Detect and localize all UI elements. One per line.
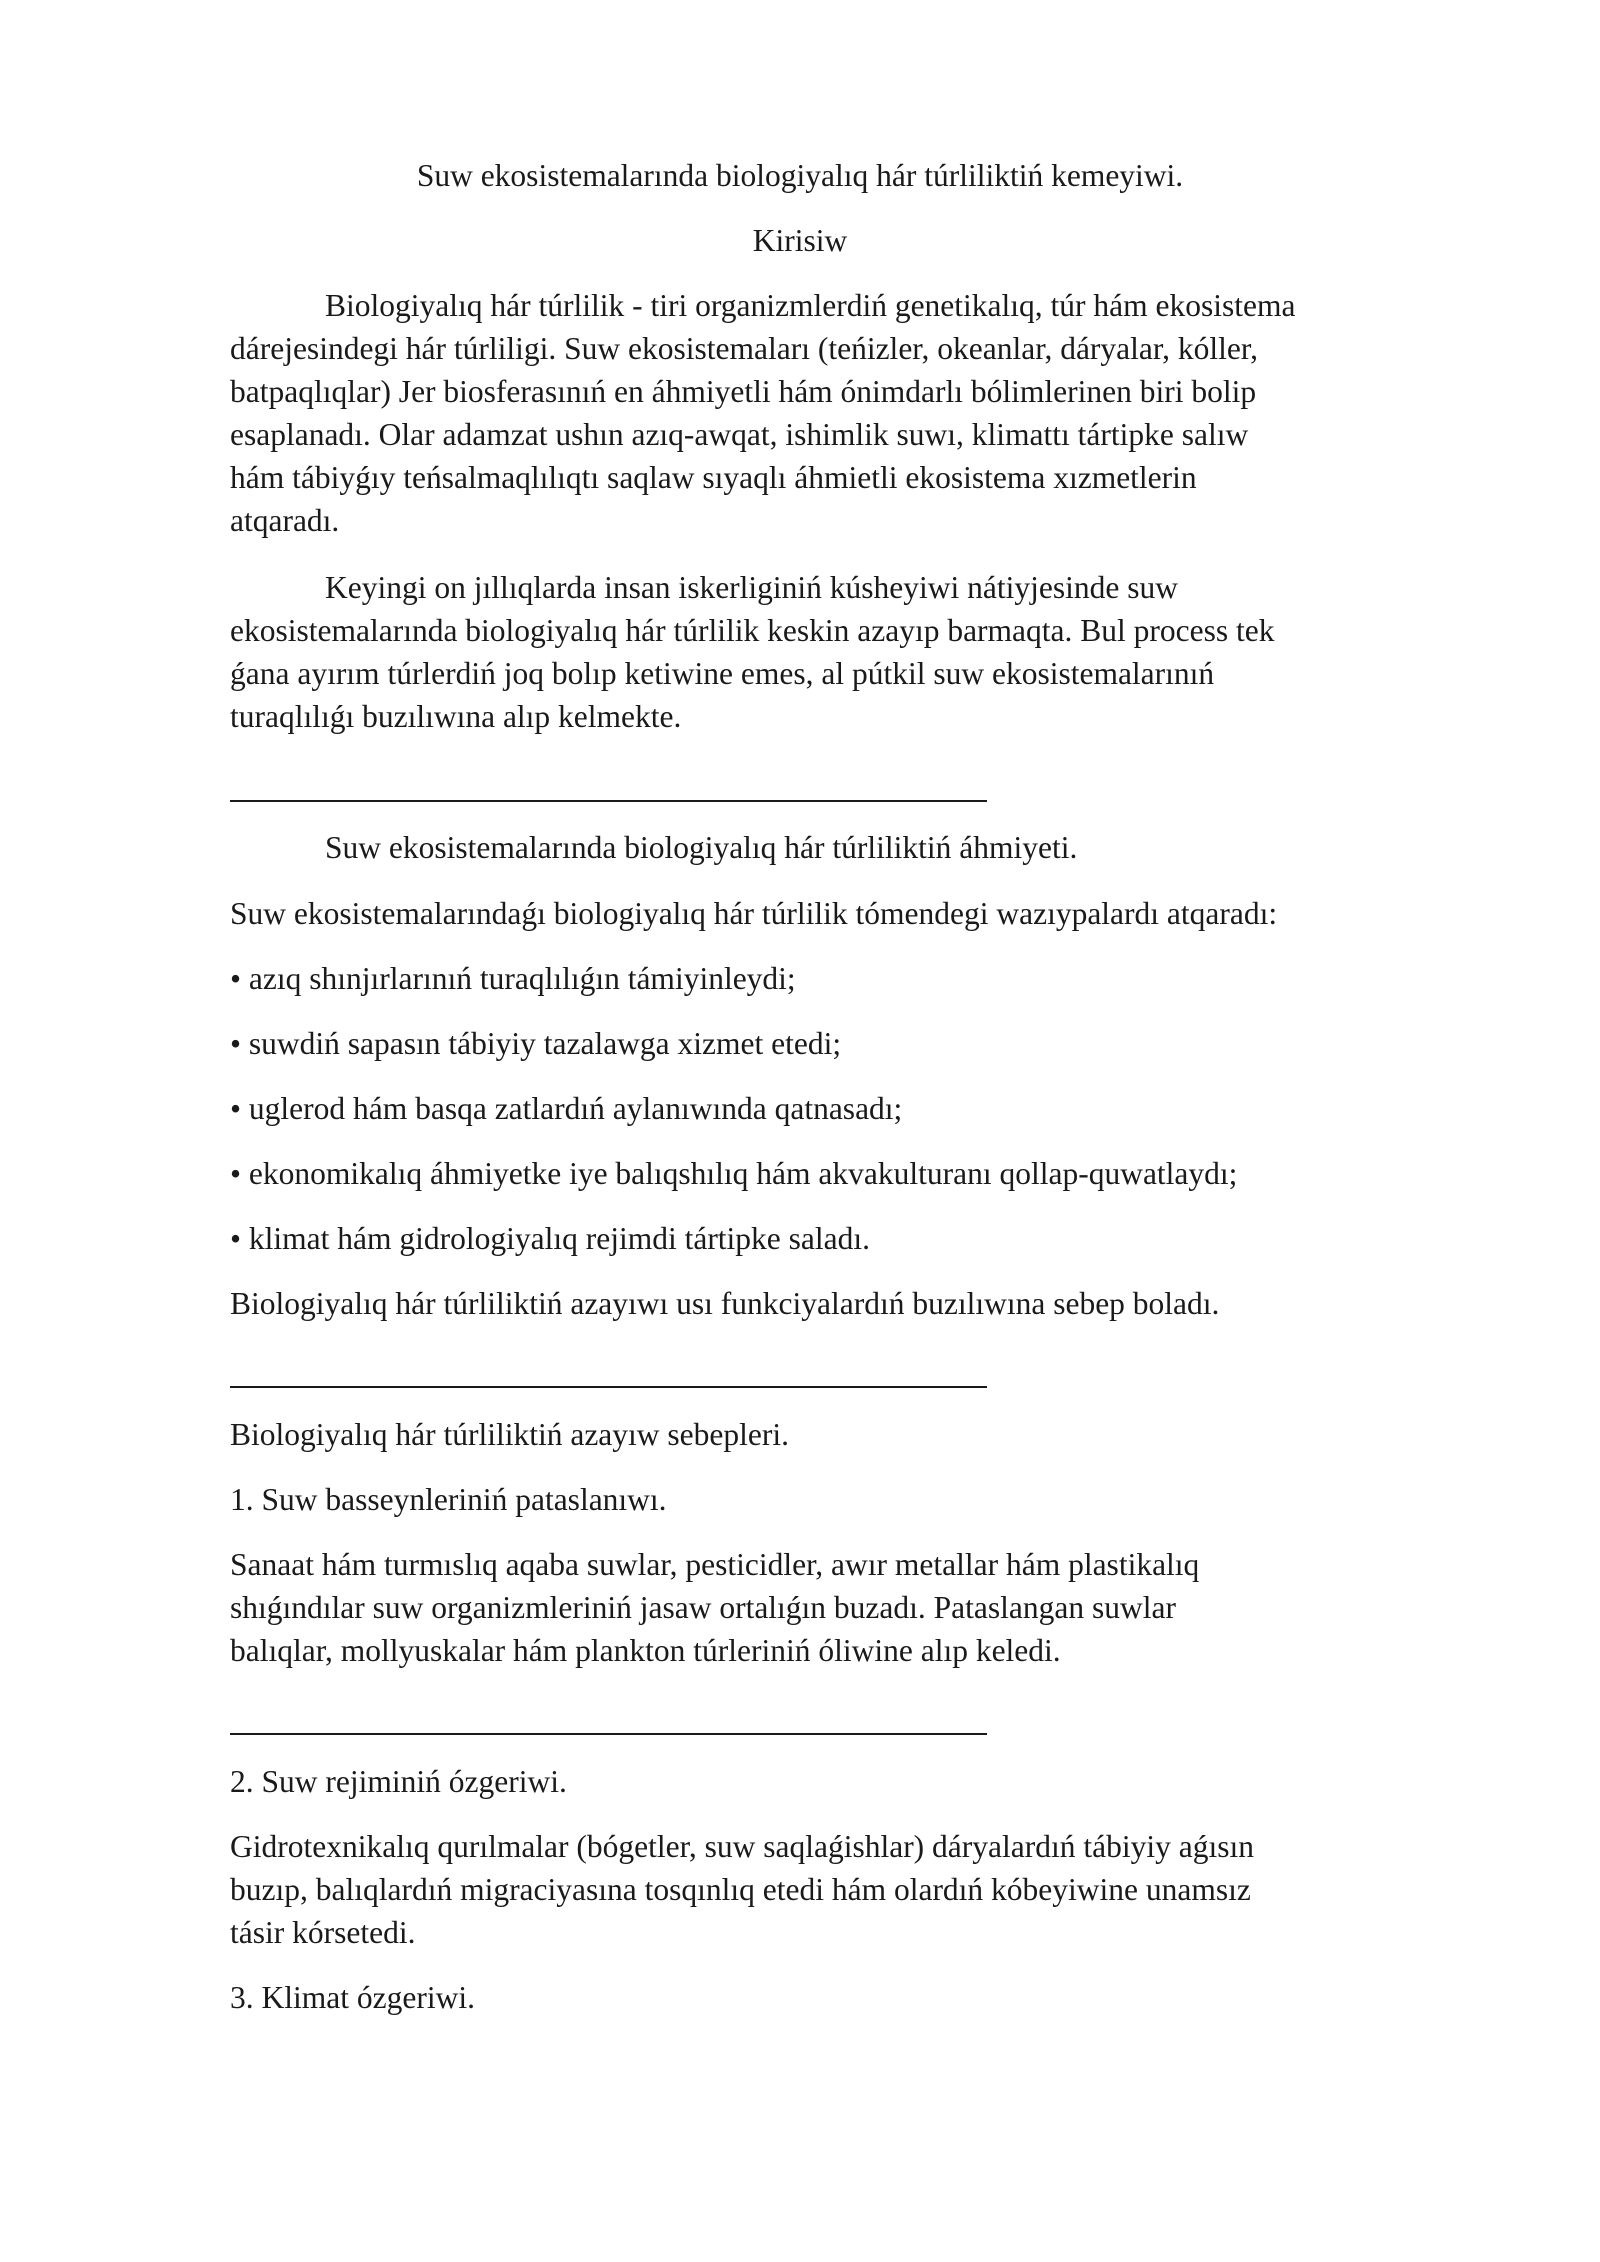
list-item: • klimat hám gidrologiyalıq rejimdi tártipke saladı. xyxy=(230,1221,871,1256)
paragraph-line: tásir kórsetedi. xyxy=(230,1915,416,1950)
paragraph-line: atqaradı. xyxy=(230,503,340,538)
cause-3-title: 3. Klimat ózgeriwi. xyxy=(230,1980,475,2015)
list-item: • ekonomikalıq áhmiyetke iye balıqshılıq hám akvakulturanı qollap-quwatlaydı; xyxy=(230,1156,1238,1191)
paragraph-line: Keyingi on jıllıqlarda insan iskerliginiń kúsheyiwi nátiyjesinde suw xyxy=(325,570,1179,605)
paragraph-line: buzıp, balıqlardıń migraciyasına tosqınlıq etedi hám olardıń kóbeyiwine unamsız xyxy=(230,1872,1251,1907)
paragraph-line: Sanaat hám turmıslıq aqaba suwlar, pesticidler, awır metallar hám plastikalıq xyxy=(230,1547,1200,1582)
paragraph-line: batpaqlıqlar) Jer biosferasınıń en áhmiyetli hám ónimdarlı bólimlerinen biri bolip xyxy=(230,374,1257,409)
paragraph-line: esaplanadı. Olar adamzat ushın azıq-awqat, ishimlik suwı, klimattı tártipke salıw xyxy=(230,417,1249,452)
intro-heading: Kirisiw xyxy=(752,223,848,258)
list-item: • azıq shınjırlarınıń turaqlılıǵın támiyinleydi; xyxy=(230,961,796,996)
cause-1-title: 1. Suw basseynleriniń pataslanıwı. xyxy=(230,1482,667,1517)
cause-2-title: 2. Suw rejiminiń ózgeriwi. xyxy=(230,1764,567,1799)
paragraph-line: ǵana ayırım túrlerdiń joq bolıp ketiwine emes, al pútkil suw ekosistemalarınıń xyxy=(230,656,1215,691)
importance-heading: Suw ekosistemalarında biologiyalıq hár túrliliktiń áhmiyeti. xyxy=(325,830,1078,865)
paragraph-line: Gidrotexnikalıq qurılmalar (bógetler, suw saqlaǵishlar) dáryalardıń tábiyiy aǵısın xyxy=(230,1829,1254,1864)
paragraph-line: dárejesindegi hár túrliligi. Suw ekosistemaları (teńizler, okeanlar, dáryalar, kóller, xyxy=(230,331,1258,366)
list-item: • suwdiń sapasın tábiyiy tazalawga xizmet etedi; xyxy=(230,1026,842,1061)
document-title: Suw ekosistemalarında biologiyalıq hár túrliliktiń kemeyiwi. xyxy=(416,158,1184,193)
paragraph-line: turaqlılıǵı buzılıwına alıp kelmekte. xyxy=(230,699,682,734)
paragraph-line: ekosistemalarında biologiyalıq hár túrlilik keskin azayıp barmaqta. Bul process tek xyxy=(230,613,1275,648)
section-divider xyxy=(230,800,987,802)
paragraph-line: balıqlar, mollyuskalar hám plankton túrleriniń óliwine alıp keledi. xyxy=(230,1633,1061,1668)
paragraph-line: shıǵındılar suw organizmleriniń jasaw ortalıǵın buzadı. Pataslangan suwlar xyxy=(230,1590,1176,1625)
paragraph-line: Biologiyalıq hár túrlilik - tiri organizmlerdiń genetikalıq, túr hám ekosistema xyxy=(325,288,1296,323)
list-item: • uglerod hám basqa zatlardıń aylanıwında qatnasadı; xyxy=(230,1091,903,1126)
paragraph-line: hám tábiyǵıy teńsalmaqlılıqtı saqlaw sıyaqlı áhmietli ekosistema xızmetlerin xyxy=(230,460,1197,495)
section-divider xyxy=(230,1733,987,1735)
importance-lead: Suw ekosistemalarındaǵı biologiyalıq hár túrlilik tómendegi wazıypalardı atqaradı: xyxy=(230,896,1278,931)
section-divider xyxy=(230,1386,987,1388)
importance-conclusion: Biologiyalıq hár túrliliktiń azayıwı usı funkciyalardıń buzılıwına sebep boladı. xyxy=(230,1286,1220,1321)
causes-heading: Biologiyalıq hár túrliliktiń azayıw sebepleri. xyxy=(230,1417,789,1452)
